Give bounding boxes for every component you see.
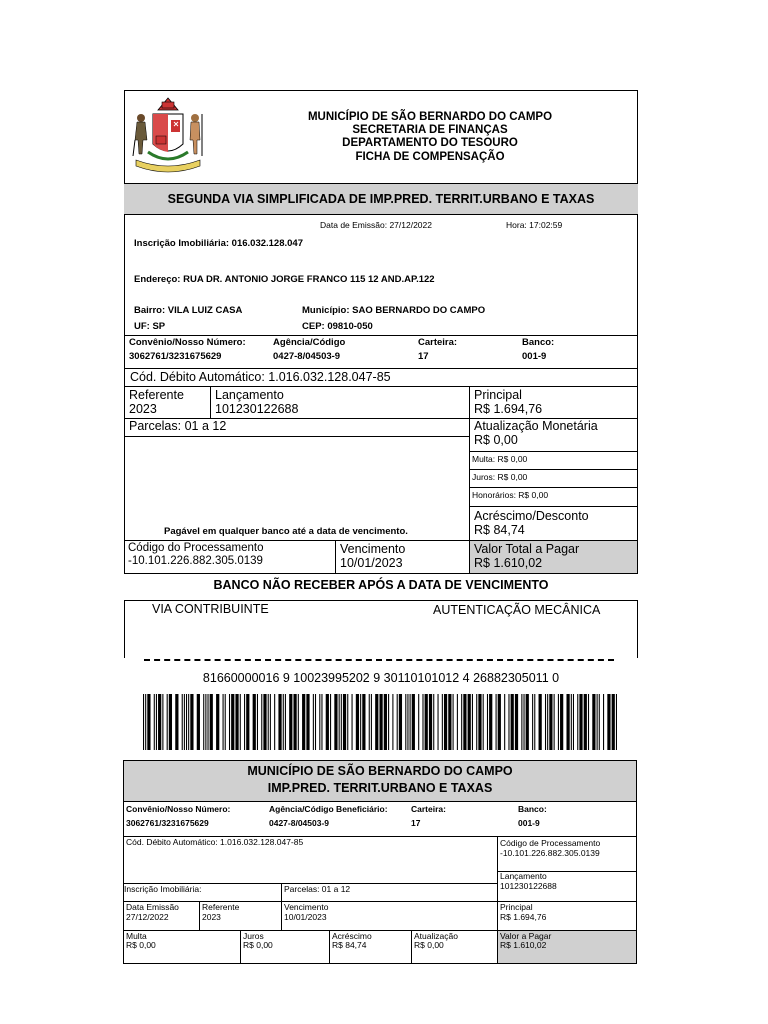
barcode-bar [182, 694, 183, 750]
stub-ref-value: 2023 [202, 912, 221, 922]
multa: Multa: R$ 0,00 [472, 454, 528, 464]
stub-lanc-label: Lançamento [500, 871, 547, 881]
stub-convenio-label: Convênio/Nosso Número: [126, 804, 231, 814]
barcode-bar [487, 694, 488, 750]
barcode-bar [399, 694, 402, 750]
barcode-bar [448, 694, 451, 750]
barcode-bar [278, 694, 281, 750]
convenio-value: 3062761/3231675629 [129, 351, 222, 362]
barcode-bar [407, 694, 408, 750]
divider [469, 487, 638, 488]
stub-multa-label: Multa [126, 931, 147, 941]
barcode-bar [319, 694, 320, 750]
barcode-bar [229, 694, 230, 750]
barcode-bar [143, 694, 144, 750]
barcode-bar [603, 694, 604, 750]
stub-total-value: R$ 1.610,02 [500, 940, 547, 950]
processamento-value: -10.101.226.882.305.0139 [128, 555, 263, 567]
barcode-bar [438, 694, 439, 750]
bairro: Bairro: VILA LUIZ CASA [134, 305, 243, 316]
barcode-bar [425, 694, 428, 750]
barcode-bar [298, 694, 299, 750]
referente-label: Referente [129, 388, 184, 402]
barcode-bar [339, 694, 340, 750]
processamento-label: Código do Processamento [128, 542, 264, 554]
barcode-bar [508, 694, 509, 750]
divider [124, 540, 638, 541]
barcode-bar [203, 694, 204, 750]
barcode-bar [334, 694, 337, 750]
stub-agencia-label: Agência/Código Beneficiário: [269, 804, 388, 814]
divider [124, 335, 638, 336]
header-municipio: MUNICÍPIO DE SÃO BERNARDO DO CAMPO [307, 111, 553, 123]
barcode-bar [285, 694, 286, 750]
pagavel-notice: Pagável em qualquer banco até a data de vencimento. [164, 526, 408, 537]
agencia-label: Agência/Código [273, 337, 346, 348]
stub-acresc-value: R$ 84,74 [332, 940, 367, 950]
divider [123, 901, 637, 902]
barcode-bar [453, 694, 454, 750]
divider [124, 368, 638, 369]
stub-atual-value: R$ 0,00 [414, 940, 444, 950]
barcode-bar [244, 694, 245, 750]
header-ficha: FICHA DE COMPENSAÇÃO [355, 151, 505, 163]
barcode-bar [210, 694, 213, 750]
barcode-bar [147, 694, 150, 750]
stub-juros-value: R$ 0,00 [243, 940, 273, 950]
stub-banco-label: Banco: [518, 804, 547, 814]
barcode-bar [549, 694, 552, 750]
barcode-bar [577, 694, 578, 750]
barcode-bar [504, 694, 505, 750]
barcode-bar [444, 694, 447, 750]
stub-principal-value: R$ 1.694,76 [500, 912, 547, 922]
barcode-bar [235, 694, 238, 750]
barcode-bar [422, 694, 423, 750]
principal-value: R$ 1.694,76 [474, 402, 543, 416]
uf: UF: SP [134, 321, 166, 332]
barcode-bar [246, 694, 249, 750]
stub-inscricao: Inscrição Imobiliária: [124, 884, 202, 894]
agencia-value: 0427-8/04503-9 [273, 351, 341, 362]
barcode-bar [330, 694, 331, 750]
barcode-bar [293, 694, 296, 750]
barcode-bar [186, 694, 187, 750]
barcode-bar [521, 694, 522, 750]
municipio: Município: SAO BERNARDO DO CAMPO [302, 305, 486, 316]
divider [411, 930, 412, 964]
barcode-bar [571, 694, 572, 750]
stub-multa-value: R$ 0,00 [126, 940, 156, 950]
header-secretaria: SECRETARIA DE FINANÇAS [352, 124, 508, 136]
divider [469, 451, 638, 452]
warning-text: BANCO NÃO RECEBER APÓS A DATA DE VENCIMENTO [213, 578, 549, 592]
stub-acresc-label: Acréscimo [332, 931, 372, 941]
lancamento-label: Lançamento [215, 388, 284, 402]
barcode-bar [375, 694, 378, 750]
divider [281, 883, 282, 901]
barcode-bar [545, 694, 546, 750]
barcode-bar [457, 694, 458, 750]
barcode-bar [184, 694, 185, 750]
divider [124, 436, 469, 437]
stub-ref-label: Referente [202, 902, 240, 912]
stub-convenio-value: 3062761/3231675629 [126, 818, 209, 828]
principal-label: Principal [474, 388, 522, 402]
vencimento-label: Vencimento [340, 542, 406, 556]
barcode-bar [388, 694, 389, 750]
stub-title-1: MUNICÍPIO DE SÃO BERNARDO DO CAMPO [247, 764, 513, 778]
divider [329, 930, 330, 964]
barcode-bar [145, 694, 146, 750]
via-contribuinte: VIA CONTRIBUINTE [152, 602, 269, 616]
inscricao-imobiliaria: Inscrição Imobiliária: 016.032.128.047 [134, 238, 303, 249]
barcode-bar [356, 694, 359, 750]
stub-proc-value: -10.101.226.882.305.0139 [500, 848, 600, 858]
barcode-bar [579, 694, 582, 750]
barcode-bar [263, 694, 266, 750]
barcode-bar [231, 694, 234, 750]
total-label: Valor Total a Pagar [474, 542, 580, 556]
stub-juros-label: Juros [243, 931, 264, 941]
stub-lanc-value: 101230122688 [500, 881, 557, 891]
barcode-bar [162, 694, 163, 750]
vencimento-value: 10/01/2023 [340, 556, 403, 570]
acrescimo-label: Acréscimo/Desconto [474, 509, 589, 523]
barcode-bar [270, 694, 271, 750]
cep: CEP: 09810-050 [302, 321, 373, 332]
barcode-bar [352, 694, 353, 750]
barcode-bar [197, 694, 200, 750]
stub-debito: Cód. Débito Automático: 1.016.032.128.047-85 [126, 837, 304, 847]
barcode-bar [472, 694, 473, 750]
barcode-bar [253, 694, 256, 750]
stub-total-label: Valor a Pagar [500, 931, 552, 941]
barcode-bar [478, 694, 481, 750]
barcode-bar [156, 694, 157, 750]
endereco: Endereço: RUA DR. ANTONIO JORGE FRANCO 115 12 AND.AP.122 [134, 274, 435, 285]
barcode-bar [547, 694, 548, 750]
divider [281, 901, 282, 931]
emission-time: Hora: 17:02:59 [506, 220, 563, 230]
stub-emissao-label: Data Emissão [126, 902, 179, 912]
barcode-bar [592, 694, 595, 750]
stub-venc-value: 10/01/2023 [284, 912, 327, 922]
barcode-number: 81660000016 9 10023995202 9 30110101012 4 26882305011 0 [202, 671, 560, 685]
stub-carteira-value: 17 [411, 818, 421, 828]
barcode-bar [511, 694, 514, 750]
barcode-bar [326, 694, 329, 750]
barcode-bar [190, 694, 193, 750]
title-text: SEGUNDA VIA SIMPLIFICADA DE IMP.PRED. TERRIT.URBANO E TAXAS [167, 192, 595, 206]
stub-venc-label: Vencimento [284, 902, 329, 912]
barcode-bar [489, 694, 492, 750]
barcode-bar [225, 694, 226, 750]
divider [124, 386, 638, 387]
barcode-bar [597, 694, 598, 750]
banco-label: Banco: [522, 337, 555, 348]
barcode-bar [498, 694, 501, 750]
lancamento-value: 101230122688 [215, 402, 299, 416]
referente-value: 2023 [129, 402, 157, 416]
barcode-bar [268, 694, 269, 750]
barcode-bar [261, 694, 262, 750]
barcode-bar [461, 694, 462, 750]
carteira-label: Carteira: [418, 337, 458, 348]
stub-parcelas: Parcelas: 01 a 12 [284, 884, 351, 894]
barcode-bar [306, 694, 309, 750]
barcode-bar [313, 694, 314, 750]
barcode-bar [539, 694, 542, 750]
emission-date: Data de Emissão: 27/12/2022 [320, 220, 432, 230]
barcode-bar [223, 694, 224, 750]
barcode-bar [566, 694, 569, 750]
barcode-bar [343, 694, 346, 750]
barcode-bar [257, 694, 258, 750]
atualizacao-label: Atualização Monetária [474, 419, 598, 433]
barcode [143, 694, 617, 750]
barcode-bar [341, 694, 342, 750]
barcode-bar [321, 694, 322, 750]
barcode-bar [442, 694, 443, 750]
barcode-bar [371, 694, 372, 750]
barcode-bar [526, 694, 529, 750]
barcode-bar [573, 694, 574, 750]
barcode-bar [283, 694, 284, 750]
barcode-bar [463, 694, 466, 750]
barcode-bar [433, 694, 434, 750]
barcode-bar [483, 694, 484, 750]
divider [335, 540, 336, 574]
barcode-bar [612, 694, 615, 750]
convenio-label: Convênio/Nosso Número: [129, 337, 246, 348]
barcode-bar [554, 694, 555, 750]
barcode-bar [362, 694, 365, 750]
parcelas: Parcelas: 01 a 12 [129, 419, 227, 433]
barcode-bar [397, 694, 398, 750]
barcode-bar [534, 694, 535, 750]
barcode-bar [347, 694, 348, 750]
barcode-bar [405, 694, 406, 750]
honorarios: Honorários: R$ 0,00 [472, 490, 549, 500]
atualizacao-value: R$ 0,00 [474, 433, 518, 447]
stub-banco-value: 001-9 [518, 818, 540, 828]
barcode-bar [588, 694, 589, 750]
barcode-bar [240, 694, 241, 750]
divider [469, 506, 638, 507]
barcode-bar [158, 694, 161, 750]
debito-automatico: Cód. Débito Automático: 1.016.032.128.047-85 [130, 370, 391, 384]
barcode-bar [429, 694, 432, 750]
barcode-bar [360, 694, 361, 750]
barcode-bar [384, 694, 387, 750]
stub-carteira-label: Carteira: [411, 804, 446, 814]
barcode-bar [274, 694, 275, 750]
barcode-bar [207, 694, 208, 750]
barcode-bar [154, 694, 155, 750]
barcode-bar [558, 694, 559, 750]
barcode-bar [584, 694, 587, 750]
stub-title-2: IMP.PRED. TERRIT.URBANO E TAXAS [267, 781, 493, 795]
barcode-bar [169, 694, 172, 750]
barcode-bar [167, 694, 168, 750]
autenticacao-mecanica: AUTENTICAÇÃO MECÂNICA [433, 603, 601, 617]
header-departamento: DEPARTAMENTO DO TESOURO [342, 137, 518, 149]
barcode-bar [515, 694, 518, 750]
divider [210, 386, 211, 418]
barcode-bar [379, 694, 382, 750]
barcode-bar [607, 694, 610, 750]
barcode-bar [175, 694, 178, 750]
barcode-bar [599, 694, 600, 750]
barcode-bar [302, 694, 305, 750]
barcode-bar [412, 694, 415, 750]
barcode-bar [369, 694, 370, 750]
divider [469, 469, 638, 470]
barcode-bar [523, 694, 524, 750]
barcode-bar [289, 694, 292, 750]
barcode-bar [468, 694, 471, 750]
banco-value: 001-9 [522, 351, 547, 362]
barcode-bar [392, 694, 393, 750]
barcode-bar [476, 694, 477, 750]
barcode-bar [205, 694, 206, 750]
barcode-bar [188, 694, 189, 750]
barcode-bar [418, 694, 419, 750]
acrescimo-value: R$ 84,74 [474, 523, 525, 537]
barcode-bar [532, 694, 533, 750]
stub-principal-label: Principal [500, 902, 533, 912]
barcode-bar [410, 694, 411, 750]
divider [123, 801, 637, 802]
divider [240, 930, 241, 964]
coat-of-arms-icon [128, 92, 208, 178]
juros: Juros: R$ 0,00 [472, 472, 528, 482]
total-value: R$ 1.610,02 [474, 556, 543, 570]
divider [199, 901, 200, 931]
stub-agencia-value: 0427-8/04503-9 [269, 818, 330, 828]
stub-proc-label: Código de Processamento [500, 838, 601, 848]
barcode-bar [315, 694, 316, 750]
carteira-value: 17 [418, 351, 429, 362]
cut-line [144, 659, 614, 661]
barcode-bar [560, 694, 563, 750]
barcode-bar [616, 694, 617, 750]
stub-atual-label: Atualização [414, 931, 458, 941]
barcode-bar [496, 694, 497, 750]
barcode-bar [216, 694, 219, 750]
stub-emissao-value: 27/12/2022 [126, 912, 169, 922]
